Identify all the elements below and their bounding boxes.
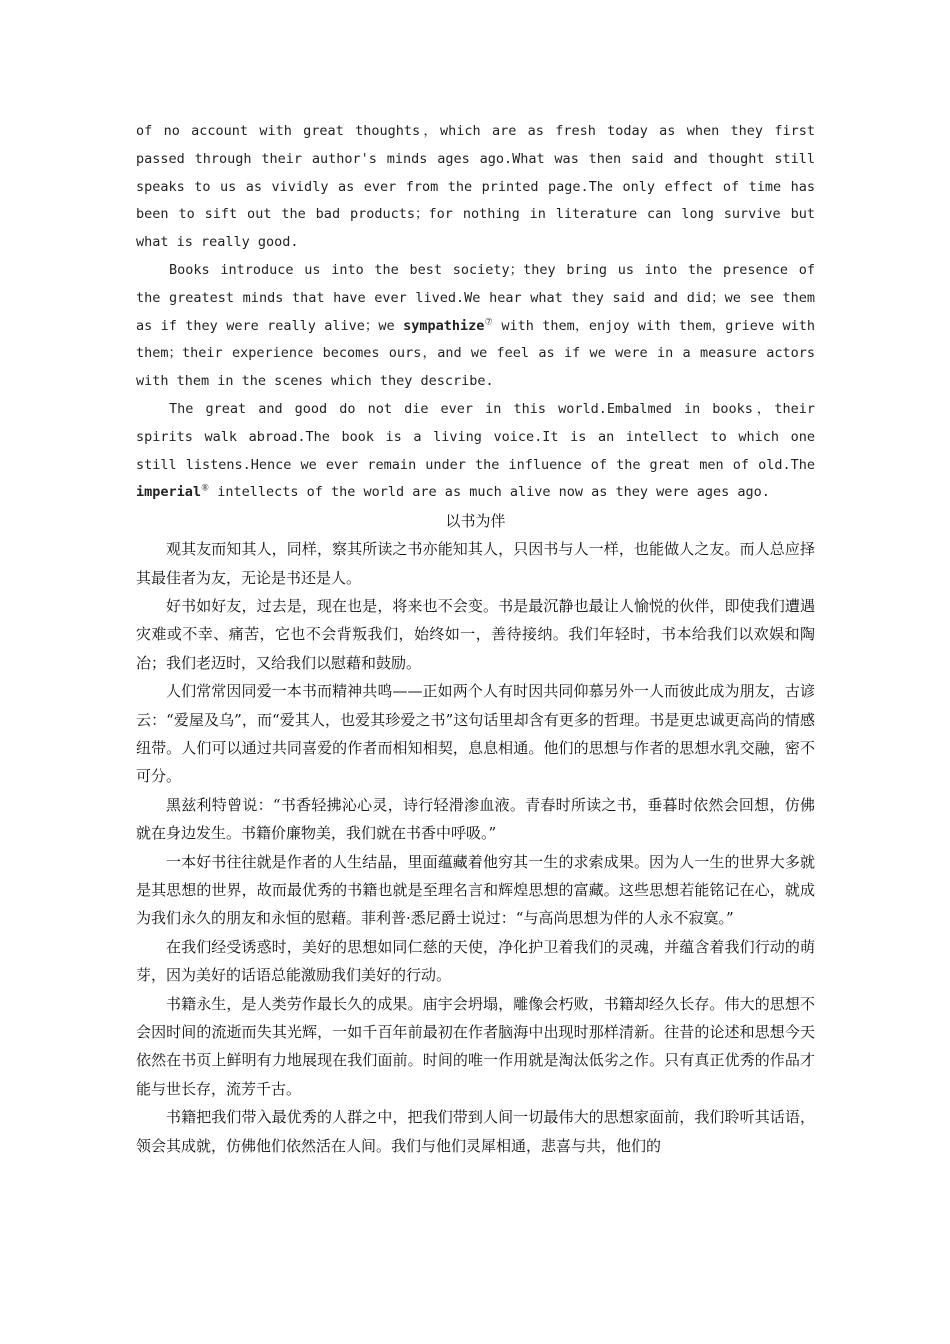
chinese-title: 以书为伴 <box>445 512 506 531</box>
vocab-word-imperial: imperial <box>136 484 202 501</box>
english-paragraph-2-text-a: Books introduce us into the best society；they bring us into the presence of the greatest minds that have ever lived.We hear what they said and did；we see them as if they were really alive；we <box>136 261 815 334</box>
chinese-paragraph: 书籍把我们带入最优秀的人群之中，把我们带到人间一切最伟大的思想家面前，我们聆听其话语，领会其成就，仿佛他们依然活在人间。我们与他们灵犀相通，悲喜与共，他们的 <box>136 1108 815 1155</box>
chinese-paragraph: 书籍永生，是人类劳作最长久的成果。庙宇会坍塌，雕像会朽败，书籍却经久长存。伟大的思想不会因时间的流逝而失其光辉，一如千百年前最初在作者脑海中出现时那样清新。往昔的论述和思想今天依然在书页上鲜明有力地展现在我们面前。时间的唯一作用就是淘汰低劣之作。只有真正优秀的作品才能与世长存，流芳千古。 <box>136 994 815 1098</box>
footnote-marker-8: ⑧ <box>201 483 210 494</box>
chinese-paragraph: 一本好书往往就是作者的人生结晶，里面蕴藏着他穷其一生的求索成果。因为人一生的世界大多就是其思想的世界，故而最优秀的书籍也就是至理名言和辉煌思想的富藏。这些思想若能铭记在心，就成为我们永久的朋友和永恒的慰藉。菲利普·悉尼爵士说过：“与高尚思想为伴的人永不寂寞。” <box>136 852 815 928</box>
chinese-paragraph: 好书如好友，过去是，现在也是，将来也不会变。书是最沉静也最让人愉悦的伙伴，即使我们遭遇灾难或不幸、痛苦，它也不会背叛我们，始终如一，善待接纳。我们年轻时，书本给我们以欢娱和陶冶；我们老迈时，又给我们以慰藉和鼓励。 <box>136 596 815 672</box>
footnote-marker-7: ⑦ <box>484 317 493 328</box>
english-paragraph-2 <box>136 257 815 396</box>
english-paragraph-3-text-a: The great and good do not die ever in this world.Embalmed in books，their spirits walk abroad.The book is a living voice.It is an intellect to which one still listens.Hence we ever remain under the influence of the great men of old.The <box>136 400 815 473</box>
chinese-paragraph: 观其友而知其人，同样，察其所读之书亦能知其人，只因书与人一样，也能做人之友。而人总应择其最佳者为友，无论是书还是人。 <box>136 540 815 587</box>
english-paragraph-1: of no account with great thoughts，which are as fresh today as when they first passed through their author's minds ages ago.What was then said and thought still speaks to us as vividly as ever from the printed page.The only effect of time has been to sift out the bad products；for nothing in literature can long survive but what is really good. <box>136 123 815 251</box>
document-page <box>136 118 815 1160</box>
chinese-paragraph: 人们常常因同爱一本书而精神共鸣——正如两个人有时因共同仰慕另外一人而彼此成为朋友，古谚云：“爱屋及乌”，而“爱其人，也爱其珍爱之书”这句话里却含有更多的哲理。书是更忠诚更高尚的情感纽带。人们可以通过共同喜爱的作者而相知相契，息息相通。他们的思想与作者的思想水乳交融，密不可分。 <box>136 682 815 786</box>
chinese-paragraph: 在我们经受诱惑时，美好的思想如同仁慈的天使，净化护卫着我们的灵魂，并蕴含着我们行动的萌芽，因为美好的话语总能激励我们美好的行动。 <box>136 937 815 985</box>
chinese-paragraph: 黑兹利特曾说：“书香轻拂沁心灵，诗行轻滑渗血液。青春时所读之书，垂暮时依然会回想，仿佛就在身边发生。书籍价廉物美，我们就在书香中呼吸。” <box>136 795 815 843</box>
english-paragraph-2-text-b: with them，enjoy with them，grieve with them；their experience becomes ours，and we feel as if we were in a measure actors with them in the scenes which they describe. <box>136 317 815 390</box>
english-paragraph-3 <box>136 396 815 507</box>
vocab-word-sympathize: sympathize <box>403 317 485 334</box>
english-paragraph-3-text-b: intellects of the world are as much alive now as they were ages ago. <box>209 484 770 501</box>
